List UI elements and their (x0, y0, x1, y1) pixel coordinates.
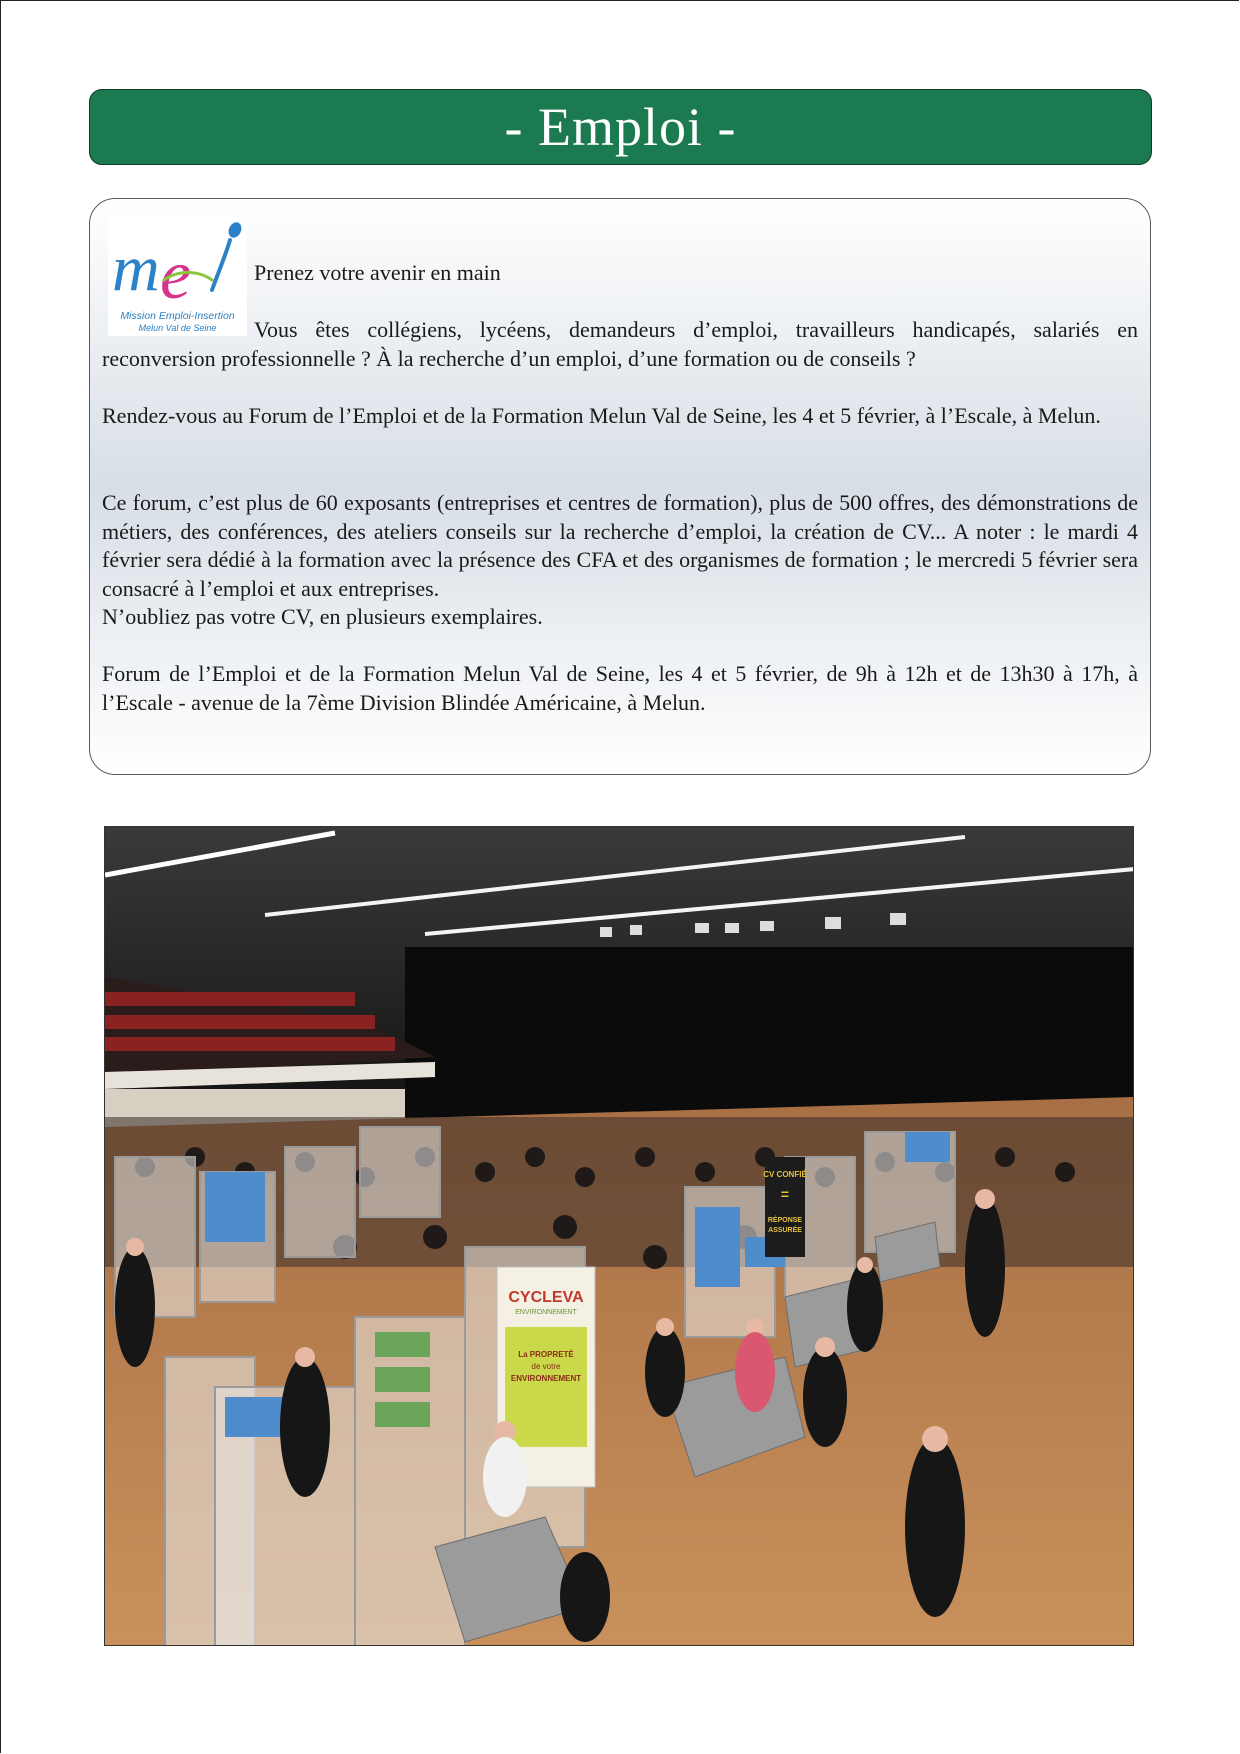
section-title: - Emploi - (504, 97, 737, 157)
cycleva-brand-sub: ENVIRONNEMENT (515, 1309, 577, 1316)
cv-sign-equals: = (780, 1186, 790, 1202)
cv-sign-top: CV CONFIÉ (763, 1170, 807, 1179)
cycleva-slogan-3: ENVIRONNEMENT (510, 1374, 582, 1383)
cycleva-slogan-2: de votre (531, 1362, 561, 1371)
logo-caption-line2: Melun Val de Seine (138, 323, 217, 333)
logo-letter-e: e (160, 237, 192, 310)
forum-hall-illustration (105, 827, 1134, 1646)
logo-mark-icon (108, 218, 247, 310)
cycleva-slogan-1: La PROPRETÉ (518, 1350, 574, 1359)
forum-photo (104, 826, 1134, 1646)
logo-letters: m (112, 232, 160, 305)
cv-sign-bottom-2: ASSURÉE (768, 1227, 802, 1234)
article-paragraph-cv-reminder: N’oubliez pas votre CV, en plusieurs exemplaires. (102, 604, 543, 629)
article-paragraph-3: Ce forum, c’est plus de 60 exposants (entreprises et centres de formation), plus de 500 offres, des démonstrations de métiers, des conférences, des ateliers conseils sur la recherche d’emploi, la création de CV... A noter : le mardi 4 février sera dédié à la formation avec la présence des CFA et des organismes de formation ; le mercredi 5 février sera consacré à l’emploi et aux entreprises. (102, 490, 1138, 601)
article-box (89, 198, 1151, 775)
article-intro: Prenez votre avenir en main (254, 260, 501, 285)
section-banner (89, 89, 1152, 165)
article-paragraph-1: Vous êtes collégiens, lycéens, demandeurs d’emploi, travailleurs handicapés, salariés en reconversion professionnelle ? À la recherche d’un emploi, d’une formation ou de conseils ? (102, 317, 1138, 371)
cv-sign-bottom-1: RÉPONSE (767, 1217, 803, 1224)
article-paragraph-4: Forum de l’Emploi et de la Formation Melun Val de Seine, les 4 et 5 février, de 9h à 12h et de 13h30 à 17h, à l’Escale - avenue de la 7ème Division Blindée Américaine, à Melun. (102, 661, 1138, 715)
cycleva-brand: CYCLEVA (508, 1289, 584, 1306)
logo-caption-line1: Mission Emploi-Insertion (120, 310, 235, 322)
article-paragraph-2: Rendez-vous au Forum de l’Emploi et de la Formation Melun Val de Seine, les 4 et 5 février, à l’Escale, à Melun. (102, 403, 1101, 428)
